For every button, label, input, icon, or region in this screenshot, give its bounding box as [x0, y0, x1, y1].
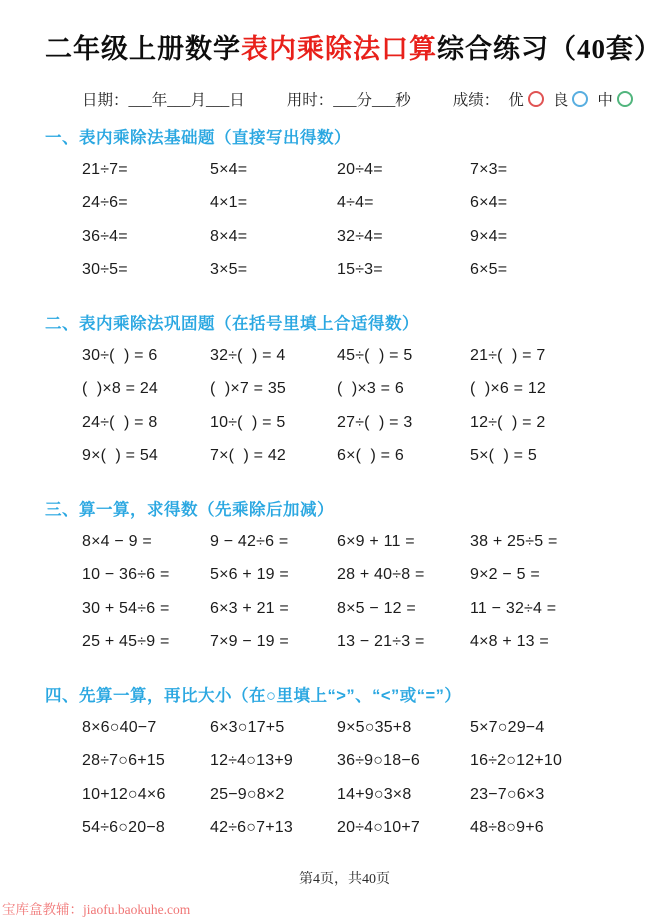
grade-average [597, 88, 633, 110]
problem: 10 − 36÷6 = [82, 566, 170, 584]
problem: 10÷( ) = 5 [210, 413, 286, 431]
problem: 6×9 + 11 = [337, 532, 415, 550]
problem: 30 + 54÷6 = [82, 599, 170, 617]
problem: 8×6○40−7 [82, 718, 157, 736]
section-compare [45, 682, 644, 845]
problem: ( )×3 = 6 [337, 380, 404, 398]
page-number: 第4页，共40页 [299, 872, 390, 887]
problem: 3×5= [210, 261, 248, 279]
section-mixed-ops [45, 496, 644, 659]
problem: 36÷9○18−6 [337, 752, 420, 770]
problem: 25−9○8×2 [210, 785, 285, 803]
section-basic-heading: 一、表内乘除法基础题（直接写出得数） [45, 129, 351, 147]
grade-average-circle-icon [617, 91, 633, 107]
problem: 24÷6= [82, 194, 128, 212]
problem-row [45, 812, 644, 846]
date-blank-field: 日期：___年___月___日 [82, 92, 245, 109]
problem: 28÷7○6+15 [82, 752, 165, 770]
problem: 7×9 − 19 = [210, 633, 289, 651]
section-compare-heading: 四、先算一算，再比大小（在○里填上“>”、“<”或“=”） [45, 687, 462, 705]
problem: 23−7○6×3 [470, 785, 545, 803]
time-blank-field: 用时：___分___秒 [286, 92, 411, 109]
problem: 42÷6○7+13 [210, 819, 293, 837]
problem: 7×3= [470, 160, 508, 178]
grade-excellent-circle-icon [528, 91, 544, 107]
problem: 36÷4= [82, 227, 128, 245]
problem: 13 − 21÷3 = [337, 633, 425, 651]
problem: 12÷4○13+9 [210, 752, 293, 770]
problem: 30÷( ) = 6 [82, 346, 158, 364]
grade-good-label: 良 [552, 92, 569, 109]
problem: 32÷( ) = 4 [210, 346, 286, 364]
grade-good [553, 88, 589, 110]
problem: 6×5= [470, 261, 508, 279]
problem: 21÷( ) = 7 [470, 346, 546, 364]
problem: 15÷3= [337, 261, 383, 279]
problem-row [45, 373, 644, 407]
title-highlight: 表内乘除法口算 [241, 34, 437, 64]
problem: 48÷8○9+6 [470, 819, 544, 837]
page-title [45, 32, 662, 66]
problem-row [45, 711, 644, 745]
problem: 9×5○35+8 [337, 718, 412, 736]
problem: 32÷4= [337, 227, 383, 245]
problem-row [45, 153, 644, 187]
problem: 8×5 − 12 = [337, 599, 416, 617]
problem: 20÷4= [337, 160, 383, 178]
problem: 30÷5= [82, 261, 128, 279]
section-fill-blank [45, 310, 644, 473]
info-line [82, 88, 644, 110]
grade-average-label: 中 [597, 92, 613, 109]
problem: 4×1= [210, 194, 248, 212]
problem: 21÷7= [82, 160, 128, 178]
problem-row [45, 254, 644, 288]
problem: 28 + 40÷8 = [337, 566, 425, 584]
problem: 6×3○17+5 [210, 718, 285, 736]
problem: 9×4= [470, 227, 508, 245]
problem: 14+9○3×8 [337, 785, 412, 803]
problem: 25 + 45÷9 = [82, 633, 170, 651]
problem: 12÷( ) = 2 [470, 413, 546, 431]
problem-row [45, 440, 644, 474]
problem: 5×( ) = 5 [470, 447, 537, 465]
title-part3: 综合练习（40套） [437, 34, 662, 64]
grade-good-circle-icon [572, 91, 588, 107]
problem-row [45, 559, 644, 593]
problem-row [45, 220, 644, 254]
problem: 38 + 25÷5 = [470, 532, 558, 550]
problem: 6×4= [470, 194, 508, 212]
section-fill-blank-heading: 二、表内乘除法巩固题（在括号里填上合适得数） [45, 315, 419, 333]
problem: 8×4 − 9 = [82, 532, 152, 550]
problem-row [45, 187, 644, 221]
score-field [453, 88, 633, 110]
section-basic [45, 124, 644, 287]
problem: 24÷( ) = 8 [82, 413, 158, 431]
problem: 6×( ) = 6 [337, 447, 404, 465]
problem: 6×3 + 21 = [210, 599, 289, 617]
problem: 9×( ) = 54 [82, 447, 159, 465]
problem: 20÷4○10+7 [337, 819, 420, 837]
problem-row [45, 592, 644, 626]
problem: 9×2 − 5 = [470, 566, 540, 584]
problem: 27÷( ) = 3 [337, 413, 413, 431]
problem: 4×8 + 13 = [470, 633, 549, 651]
watermark-text: 宝库盒教辅：jiaofu.baokuhe.com [2, 902, 191, 917]
problem-row [45, 406, 644, 440]
problem: 45÷( ) = 5 [337, 346, 413, 364]
problem-row [45, 778, 644, 812]
problem-row [45, 745, 644, 779]
problem: 5×4= [210, 160, 248, 178]
problem: 9 − 42÷6 = [210, 532, 289, 550]
problem: 7×( ) = 42 [210, 447, 287, 465]
problem: 4÷4= [337, 194, 374, 212]
grade-excellent-label: 优 [508, 92, 524, 109]
problem: 10+12○4×6 [82, 785, 166, 803]
problem-row [45, 626, 644, 660]
problem: ( )×6 = 12 [470, 380, 547, 398]
problem: ( )×8 = 24 [82, 380, 159, 398]
problem: 8×4= [210, 227, 248, 245]
title-part1: 二年级上册数学 [45, 34, 241, 64]
grade-excellent [508, 88, 544, 110]
score-label: 成绩： [452, 92, 500, 109]
problem-row [45, 339, 644, 373]
problem: ( )×7 = 35 [210, 380, 287, 398]
problem-row [45, 525, 644, 559]
section-mixed-ops-heading: 三、算一算，求得数（先乘除后加减） [45, 501, 334, 519]
problem: 5×6 + 19 = [210, 566, 289, 584]
problem: 16÷2○12+10 [470, 752, 563, 770]
problem: 5×7○29−4 [470, 718, 545, 736]
problem: 54÷6○20−8 [82, 819, 165, 837]
problem: 11 − 32÷4 = [470, 599, 557, 617]
